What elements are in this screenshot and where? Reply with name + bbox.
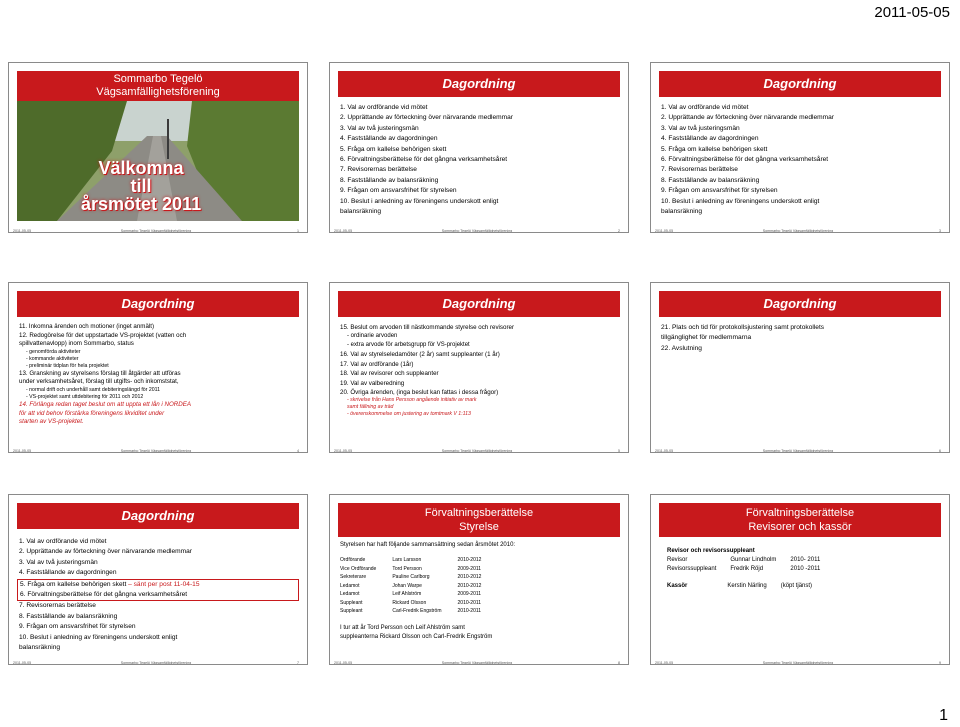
agenda-item: starten av VS-projektet. [19,418,84,426]
highlighted-items [17,579,299,602]
slide-5[interactable] [329,282,629,453]
slide-1[interactable] [8,62,308,233]
agenda-item: balansräkning [340,208,382,216]
auditors-content [667,547,939,591]
footer-org: Sommarbo Tegelö Vägsamfällighetsförening [441,229,513,233]
role-cell: Vice Ordförande [340,565,377,572]
table-row [340,556,497,565]
table-row [667,565,834,574]
role-cell: Revisor [667,557,688,563]
agenda-item: balansräkning [19,644,61,652]
name-cell: Rickard Olsson [392,599,427,606]
agenda-item: tillgänglighet för medlemmarna [661,334,752,342]
slide-title: Dagordning [17,503,299,529]
name-cell: Gunnar Lindholm [730,557,777,563]
footer-date: 2011-05-05 [655,229,674,233]
board-content [340,541,618,642]
name-cell: Kerstin Närling [727,583,767,589]
footer-date: 2011-05-05 [334,449,353,453]
footer-org: Sommarbo Tegelö Vägsamfällighetsförening [762,661,834,665]
footer-date: 2011-05-05 [334,229,353,233]
agenda-item: 3. Val av två justeringsmän [661,124,740,132]
footer-org: Sommarbo Tegelö Vägsamfällighetsförening [120,449,192,453]
agenda-subitem: - kommande aktiviteter [26,355,79,362]
agenda-subitem: - normal drift och underhåll samt debiteringslängd för 2011 [26,386,160,393]
slide-title: Dagordning [659,291,941,317]
footer-date: 2011-05-05 [334,661,353,665]
agenda-item: spillvattenavlopp) inom Sommarbo, status [19,340,134,348]
slide-4[interactable] [8,282,308,453]
footer-org: Sommarbo Tegelö Vägsamfällighetsförening [441,661,513,665]
footer-slide-number: 3 [939,229,941,233]
agenda-item: 8. Fastställande av balansräkning [340,176,439,184]
agenda-subitem: samt fällning av träd [347,404,394,411]
role-cell: Revisorssuppleant [667,566,717,572]
footer-date: 2011-05-05 [655,449,674,453]
term-cell: 2010-2011 [457,599,482,606]
table-row [340,573,497,582]
footer-org: Sommarbo Tegelö Vägsamfällighetsförening [120,229,192,233]
agenda-list [19,537,297,653]
welcome-text [81,159,201,213]
agenda-list [661,323,939,354]
term-cell: 2010- 2011 [790,557,821,563]
agenda-item: 9. Frågan om ansvarsfrihet för styrelsen [340,187,457,195]
agenda-item: 14. Förlänga redan taget beslut om att uppta ett lån i NORDEA [19,400,191,408]
agenda-item: 22. Avslutning [661,344,702,352]
agenda-item: 8. Fastställande av balansräkning [661,176,760,184]
term-cell: 2010-2012 [457,582,482,589]
footer-org: Sommarbo Tegelö Vägsamfällighetsförening [441,449,513,453]
agenda-item: 7. Revisorernas berättelse [661,166,738,174]
agenda-item: 12. Redogörelse för det uppstartade VS-projektet (vatten och [19,331,187,339]
agenda-item: 2. Upprättande av förteckning över närvarande medlemmar [661,114,834,122]
agenda-item: 10. Beslut i anledning av föreningens underskott enligt [340,197,499,205]
agenda-subitem: - extra arvode för arbetsgrupp för VS-projektet [347,342,470,349]
agenda-item: 19. Val av valberedning [340,379,405,387]
board-outro: I tur att år Tord Persson och Leif Ahlström samt [340,624,465,631]
agenda-item: 6. Förvaltningsberättelse för det gångna verksamhetsåret [661,156,829,164]
footer-date: 2011-05-05 [655,661,674,665]
agenda-item: 4. Fastställande av dagordningen [340,135,438,143]
table-row [667,582,826,591]
agenda-item: 11. Inkomna ärenden och motioner (inget anmält) [19,323,155,330]
footer-slide-number: 8 [618,661,620,665]
agenda-item: 1. Val av ordförande vid mötet [19,538,107,545]
slide-title [338,503,620,537]
agenda-item: 7. Revisorernas berättelse [19,602,96,610]
table-row [667,556,834,565]
slide-3[interactable] [650,62,950,233]
slide-title-line2: Revisorer och kassör [748,521,852,533]
slide-title: Dagordning [17,291,299,317]
agenda-item: 3. Val av två justeringsmän [340,124,419,132]
agenda-item: 8. Fastställande av balansräkning [19,612,118,620]
footer-slide-number: 4 [297,449,299,453]
role-cell: Ledamot [340,582,360,589]
slide-9[interactable] [650,494,950,665]
slide-title [17,71,299,101]
agenda-item: 16. Val av styrelseledamöter (2 år) samt suppleanter (1 år) [340,351,500,359]
name-cell: Leif Ahlström [392,591,422,597]
name-cell: Pauline Carlborg [392,574,430,580]
welcome-line2: till [130,176,152,196]
role-cell: Suppleant [340,599,363,606]
agenda-subitem: - skrivelse från Hans Persson angående initiativ av mark [347,397,477,404]
agenda-list [340,323,618,418]
footer-slide-number: 2 [618,229,620,233]
term-cell: 2010-2012 [457,574,482,580]
agenda-item: 1. Val av ordförande vid mötet [661,104,749,111]
term-cell: 2010 -2011 [790,566,821,572]
slide-2[interactable] [329,62,629,233]
agenda-item: 21. Plats och tid för protokollsjustering samt protokollets [661,324,825,331]
table-row [340,590,497,599]
slide-title: Dagordning [338,71,620,97]
agenda-subitem: - preliminär tidplan för hela projektet [26,362,109,369]
agenda-item: 3. Val av två justeringsmän [19,558,98,566]
footer-date: 2011-05-05 [13,229,32,233]
agenda-item: 4. Fastställande av dagordningen [661,135,759,143]
agenda-list [661,103,939,217]
footer-slide-number: 1 [297,229,299,233]
agenda-item: 13. Granskning av styrelsens förslag till åtgärder att utföras [19,369,181,377]
treasurer-table [667,582,826,591]
agenda-item-text: 5. Fråga om kallelse behörigen skett [20,580,127,588]
term-cell: 2010-2012 [457,557,482,563]
agenda-item: 7. Revisorernas berättelse [340,166,417,174]
agenda-item: 6. Förvaltningsberättelse för det gångna verksamhetsåret [340,156,508,164]
welcome-line1: Välkomna [98,158,184,178]
agenda-item: 9. Frågan om ansvarsfrihet för styrelsen [19,623,136,631]
slide-title-line1: Förvaltningsberättelse [745,507,855,519]
name-cell: Lars Larsson [392,557,422,563]
slide-title: Dagordning [338,291,620,317]
table-row [340,582,497,591]
sent-note: – sänt per post 11-04-15 [126,580,200,588]
role-cell: Kassör [667,583,688,589]
board-table [340,556,497,616]
term-cell: 2010-2011 [457,608,482,614]
agenda-item: 20. Övriga ärenden, (inga beslut kan fattas i dessa frågor) [340,389,499,397]
name-cell: Carl-Fredrik Engström [392,608,442,614]
agenda-subitem: - VS-projektet samt uttdebitering för 2011 och 2012 [26,393,144,400]
agenda-item: 4. Fastställande av dagordningen [19,569,117,577]
footer-org: Sommarbo Tegelö Vägsamfällighetsförening [762,229,834,233]
agenda-subitem: - ordinarie arvoden [347,333,398,340]
term-cell: 2009-2011 [457,591,482,597]
page-date: 2011-05-05 [874,4,950,21]
agenda-item: 18. Val av revisorer och suppleanter [340,370,439,378]
agenda-item: 2. Upprättande av förteckning över närvarande medlemmar [19,548,192,556]
name-cell: Johan Warpe [392,582,422,589]
page-number: 1 [939,707,948,724]
table-row [340,565,497,574]
agenda-item: 17. Val av ordförande (1år) [340,360,414,368]
footer-date: 2011-05-05 [13,449,32,453]
welcome-line3: årsmötet 2011 [81,194,202,214]
agenda-item: 10. Beslut i anledning av föreningens underskott enligt [19,633,178,641]
slide-7[interactable] [8,494,308,665]
footer-slide-number: 6 [939,449,941,453]
agenda-subitem: - överenskommelse om justering av tomtmark V 1:113 [347,411,471,418]
footer-org: Sommarbo Tegelö Vägsamfällighetsförening [120,661,192,665]
role-cell: Sekreterare [340,574,367,580]
agenda-item: 2. Upprättande av förteckning över närvarande medlemmar [340,114,513,122]
agenda-list [340,103,618,217]
agenda-list [19,323,297,427]
auditors-heading: Revisor och revisorssuppleant [667,548,755,554]
footer-org: Sommarbo Tegelö Vägsamfällighetsförening [762,449,834,453]
agenda-item: 10. Beslut i anledning av föreningens underskott enligt [661,197,820,205]
slide-title [659,503,941,537]
agenda-subitem: - genomförda aktiviteter [26,348,81,355]
note-cell: (köpt tjänst) [780,583,813,589]
term-cell: 2009-2011 [457,565,482,572]
slide-title: Dagordning [659,71,941,97]
agenda-item: 15. Beslut om arvoden till nästkommande styrelse och revisorer [340,324,515,331]
slide-title-line1: Förvaltningsberättelse [424,507,534,519]
footer-slide-number: 5 [618,449,620,453]
agenda-item: under verksamhetsåret, förslag till utgifts- och inkomststat, [19,378,179,386]
slide-title-line2: Vägsamfällighetsförening [96,86,220,98]
role-cell: Ledamot [340,591,360,597]
name-cell: Tord Persson [392,565,422,572]
footer-slide-number: 7 [297,661,299,665]
role-cell: Suppleant [340,608,363,614]
slide-8[interactable] [329,494,629,665]
agenda-item: 5. Fråga om kallelse behörigen skett [340,145,447,153]
agenda-item: 1. Val av ordförande vid mötet [340,104,428,111]
slide-title-line1: Sommarbo Tegelö [113,73,203,85]
auditors-table [667,556,834,574]
agenda-item: 6. Förvaltningsberättelse för det gångna verksamhetsåret [20,591,188,599]
agenda-item: 5. Fråga om kallelse behörigen skett [661,145,768,153]
board-outro: suppleanterna Rickard Olsson och Carl-Fredrik Engström [340,633,493,640]
agenda-item [20,580,296,590]
agenda-item: 9. Frågan om ansvarsfrihet för styrelsen [661,187,778,195]
role-cell: Ordförande [340,557,366,563]
board-intro: Styrelsen har haft följande sammansättning sedan årsmötet 2010: [340,542,516,548]
footer-slide-number: 9 [939,661,941,665]
footer-date: 2011-05-05 [13,661,32,665]
table-row [340,607,497,616]
slide-6[interactable] [650,282,950,453]
agenda-item: balansräkning [661,208,703,216]
agenda-item: för att vid behov förstärka föreningens likviditet under [19,409,165,417]
table-row [340,599,497,608]
slide-title-line2: Styrelse [459,521,499,533]
name-cell: Fredrik Röjd [730,566,764,572]
